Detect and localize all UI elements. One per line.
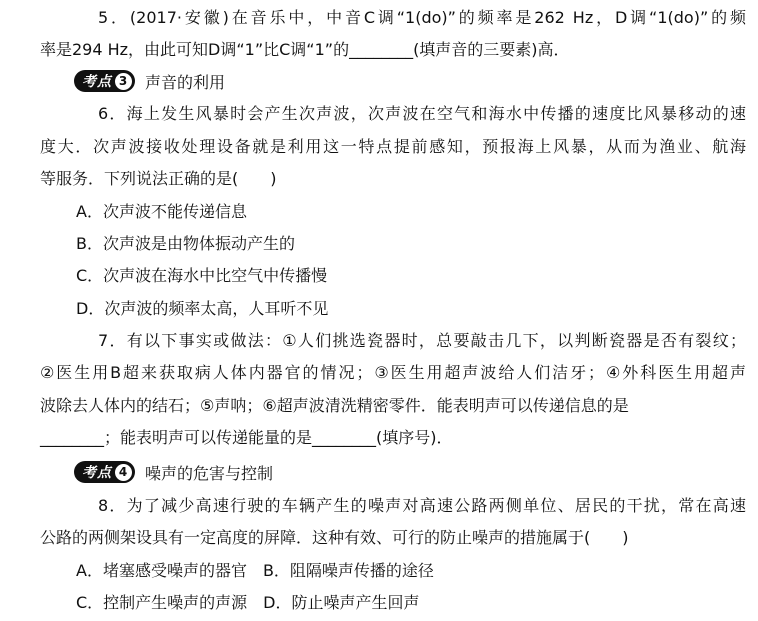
badge-label: 考点 — [82, 74, 112, 90]
q7-line-1: 7．有以下事实或做法：①人们挑选瓷器时，总要敲击几下，以判断瓷器是否有裂纹； — [98, 331, 746, 350]
kaodian-badge — [74, 70, 135, 92]
q6-option-b: B．次声波是由物体振动产生的 — [76, 234, 295, 253]
section-title: 声音的利用 — [145, 72, 226, 92]
badge-number: 3 — [115, 73, 132, 90]
q6-line-1: 6．海上发生风暴时会产生次声波，次声波在空气和海水中传播的速度比风暴移动的速 — [98, 104, 746, 123]
q6-option-a: A．次声波不能传递信息 — [76, 202, 247, 221]
q8-line-2: 公路的两侧架设具有一定高度的屏障．这种有效、可行的防止噪声的措施属于( ) — [40, 528, 629, 547]
q8-options-ab: A．堵塞感受噪声的器官 B．阻隔噪声传播的途径 — [76, 561, 434, 580]
q6-option-c: C．次声波在海水中比空气中传播慢 — [76, 266, 328, 285]
badge-number: 4 — [115, 464, 132, 481]
q8-options-cd: C．控制产生噪声的声源 D．防止噪声产生回声 — [76, 593, 420, 612]
section-title: 噪声的危害与控制 — [145, 463, 274, 483]
q7-line-4: ________；能表明声可以传递能量的是________(填序号)． — [40, 428, 453, 447]
q6-option-d: D．次声波的频率太高，人耳听不见 — [76, 299, 329, 318]
kaodian-badge — [74, 461, 135, 483]
q7-line-2: ②医生用B超来获取病人体内器官的情况；③医生用超声波给人们洁牙；④外科医生用超声 — [40, 363, 746, 382]
section-heading-3 — [74, 67, 225, 95]
q6-line-3: 等服务．下列说法正确的是( ) — [40, 169, 277, 188]
q7-line-3: 波除去人体内的结石；⑤声呐；⑥超声波清洗精密零件．能表明声可以传递信息的是 — [40, 396, 629, 415]
badge-label: 考点 — [82, 465, 112, 481]
q8-line-1: 8．为了减少高速行驶的车辆产生的噪声对高速公路两侧单位、居民的干扰，常在高速 — [98, 496, 746, 515]
q5-line-2: 率是294 Hz，由此可知D调“1”比C调“1”的________(填声音的三要素)高． — [40, 40, 570, 59]
section-heading-4 — [74, 458, 273, 486]
q6-line-2: 度大．次声波接收处理设备就是利用这一特点提前感知，预报海上风暴，从而为渔业、航海 — [40, 137, 746, 156]
q5-line-1: 5．(2017·安徽)在音乐中，中音C调“1(do)”的频率是262 Hz，D调“1(do)”的频 — [98, 8, 746, 27]
